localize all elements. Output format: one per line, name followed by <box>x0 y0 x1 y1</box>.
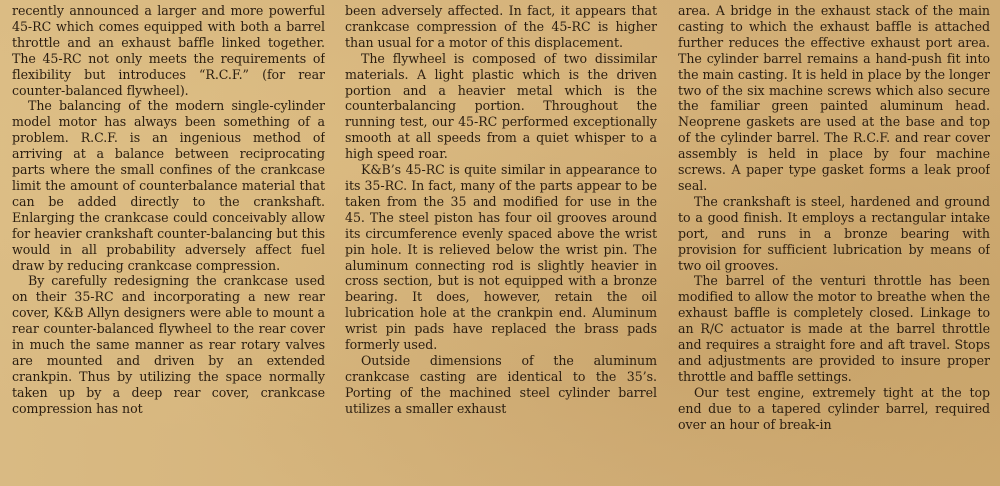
paragraph: The barrel of the venturi throttle has been modified to allow the motor to breathe when the exhaust baffle is completely closed. Linkage to an R/C actuator is made at the barrel throttle and requires a straight fore and aft travel. Stops and adjustments are provided to insure proper throttle and baffle settings. <box>678 273 990 384</box>
paragraph: K&B’s 45-RC is quite similar in appearance to its 35-RC. In fact, many of the parts appear to be taken from the 35 and modified for use in the 45. The steel piston has four oil grooves around its circumference evenly spaced above the wrist pin hole. It is relieved below the wrist pin. The aluminum connecting rod is slightly heavier in cross section, but is not equipped with a bronze bearing. It does, however, retain the oil lubrication hole at the crankpin end. Aluminum wrist pin pads have replaced the brass pads formerly used. <box>345 162 657 353</box>
paragraph: recently announced a larger and more powerful 45-RC which comes equipped with both a barrel throttle and an exhaust baffle linked together. The 45-RC not only meets the requirements of flexibility but introduces “R.C.F.” (for rear counter-balanced flywheel). <box>12 3 325 98</box>
text-column-2 <box>345 3 657 486</box>
paragraph: been adversely affected. In fact, it appears that crankcase compression of the 45-RC is higher than usual for a motor of this displacement. <box>345 3 657 50</box>
paragraph: The flywheel is composed of two dissimilar materials. A light plastic which is the driven portion and a heavier metal which is the counterbalancing portion. Throughout the running test, our 45-RC performed exceptionally smooth at all speeds from a quiet whisper to a high speed roar. <box>345 50 657 162</box>
text-column-1 <box>12 3 325 486</box>
text-column-3 <box>678 3 990 486</box>
paragraph: Our test engine, extremely tight at the top end due to a tapered cylinder barrel, required over an hour of break-in <box>678 384 990 432</box>
paragraph: Outside dimensions of the aluminum crankcase casting are identical to the 35’s. Porting of the machined steel cylinder barrel utilizes a smaller exhaust <box>345 352 657 416</box>
paragraph: The balancing of the modern single-cylinder model motor has always been something of a problem. R.C.F. is an ingenious method of arriving at a balance between reciprocating parts where the small confines of the crankcase limit the amount of counterbalance material that can be added directly to the crankshaft. Enlarging the crankcase could conceivably allow for heavier crankshaft counter-balancing but this would in all probability adversely affect fuel draw by reducing crankcase compression. <box>12 98 325 273</box>
paragraph: The crankshaft is steel, hardened and ground to a good finish. It employs a rectangular intake port, and runs in a bronze bearing with provision for sufficient lubrication by means of two oil grooves. <box>678 193 990 273</box>
paragraph: By carefully redesigning the crankcase used on their 35-RC and incorporating a new rear cover, K&B Allyn designers were able to mount a rear counter-balanced flywheel to the rear cover in much the same manner as rear rotary valves are mounted and driven by an extended crankpin. Thus by utilizing the space normally taken up by a deep rear cover, crankcase compression has not <box>12 273 325 416</box>
paragraph: area. A bridge in the exhaust stack of the main casting to which the exhaust baffle is attached further reduces the effective exhaust port area. The cylinder barrel remains a hand-push fit into the main casting. It is held in place by the longer two of the six machine screws which also secure the familiar green painted aluminum head. Neoprene gaskets are used at the base and top of the cylinder barrel. The R.C.F. and rear cover assembly is held in place by four machine screws. A paper type gasket forms a leak proof seal. <box>678 3 990 193</box>
